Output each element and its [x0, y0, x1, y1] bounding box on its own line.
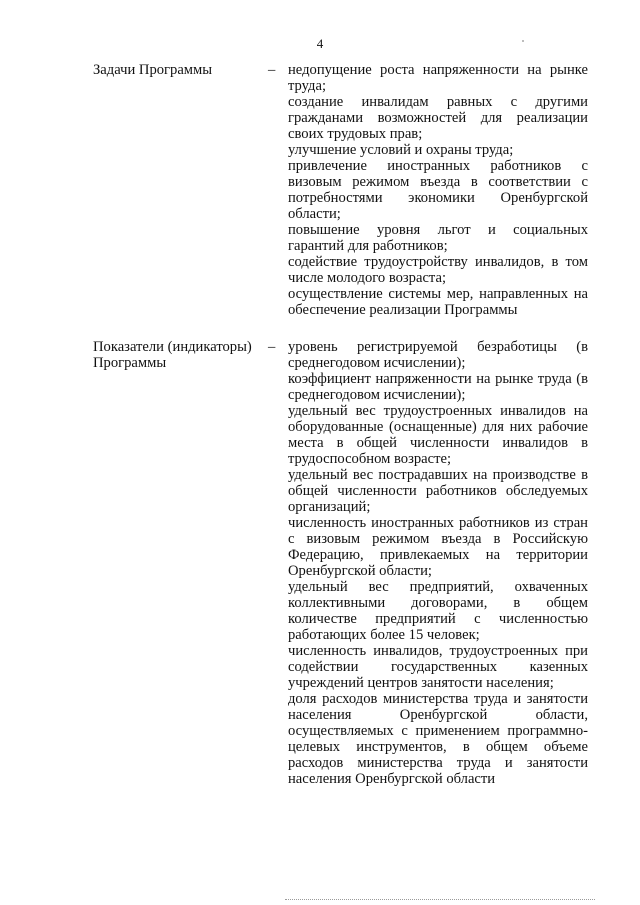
section-items: [288, 62, 588, 318]
list-item: повышение уровня льгот и социальных гарантий для работников;: [288, 222, 588, 254]
list-item: уровень регистрируемой безработицы (в среднегодовом исчислении);: [288, 339, 588, 371]
section-label: Задачи Программы: [93, 62, 213, 78]
list-item: численность иностранных работников из стран с визовым режимом въезда в Российскую Федерацию, привлекаемых на территории Оренбургской области;: [288, 515, 588, 579]
list-item: коэффициент напряженности на рынке труда (в среднегодовом исчислении);: [288, 371, 588, 403]
scan-speck: [522, 40, 524, 42]
list-item: осуществление системы мер, направленных на обеспечение реализации Программы: [288, 286, 588, 318]
list-item: привлечение иностранных работников с визовым режимом въезда в соответствии с потребностями экономики Оренбургской области;: [288, 158, 588, 222]
list-item: удельный вес трудоустроенных инвалидов на оборудованные (оснащенные) для них рабочие места в общей численности инвалидов в трудоспособном возрасте;: [288, 403, 588, 467]
page-number: 4: [316, 36, 324, 51]
list-item: удельный вес пострадавших на производстве в общей численности работников обследуемых организаций;: [288, 467, 588, 515]
list-item: недопущение роста напряженности на рынке труда;: [288, 62, 588, 94]
list-item: удельный вес предприятий, охваченных коллективными договорами, в общем количестве предприятий с численностью работающих более 15 человек;: [288, 579, 588, 643]
list-item: улучшение условий и охраны труда;: [288, 142, 514, 158]
section-items: [288, 339, 588, 787]
list-item: доля расходов министерства труда и занятости населения Оренбургской области, осуществляемых с применением программно-целевых инструментов, в общем объеме расходов министерства труда и занятости населения Оренбургской области: [288, 691, 588, 787]
list-item: численность инвалидов, трудоустроенных при содействии государственных казенных учреждений центров занятости населения;: [288, 643, 588, 691]
section-dash: –: [268, 62, 276, 78]
section-dash: –: [268, 339, 276, 355]
scan-artifact-line: [285, 899, 595, 904]
list-item: создание инвалидам равных с другими гражданами возможностей для реализации своих трудовых прав;: [288, 94, 588, 142]
list-item: содействие трудоустройству инвалидов, в том числе молодого возраста;: [288, 254, 588, 286]
section-label: Показатели (индикаторы) Программы: [93, 339, 252, 371]
